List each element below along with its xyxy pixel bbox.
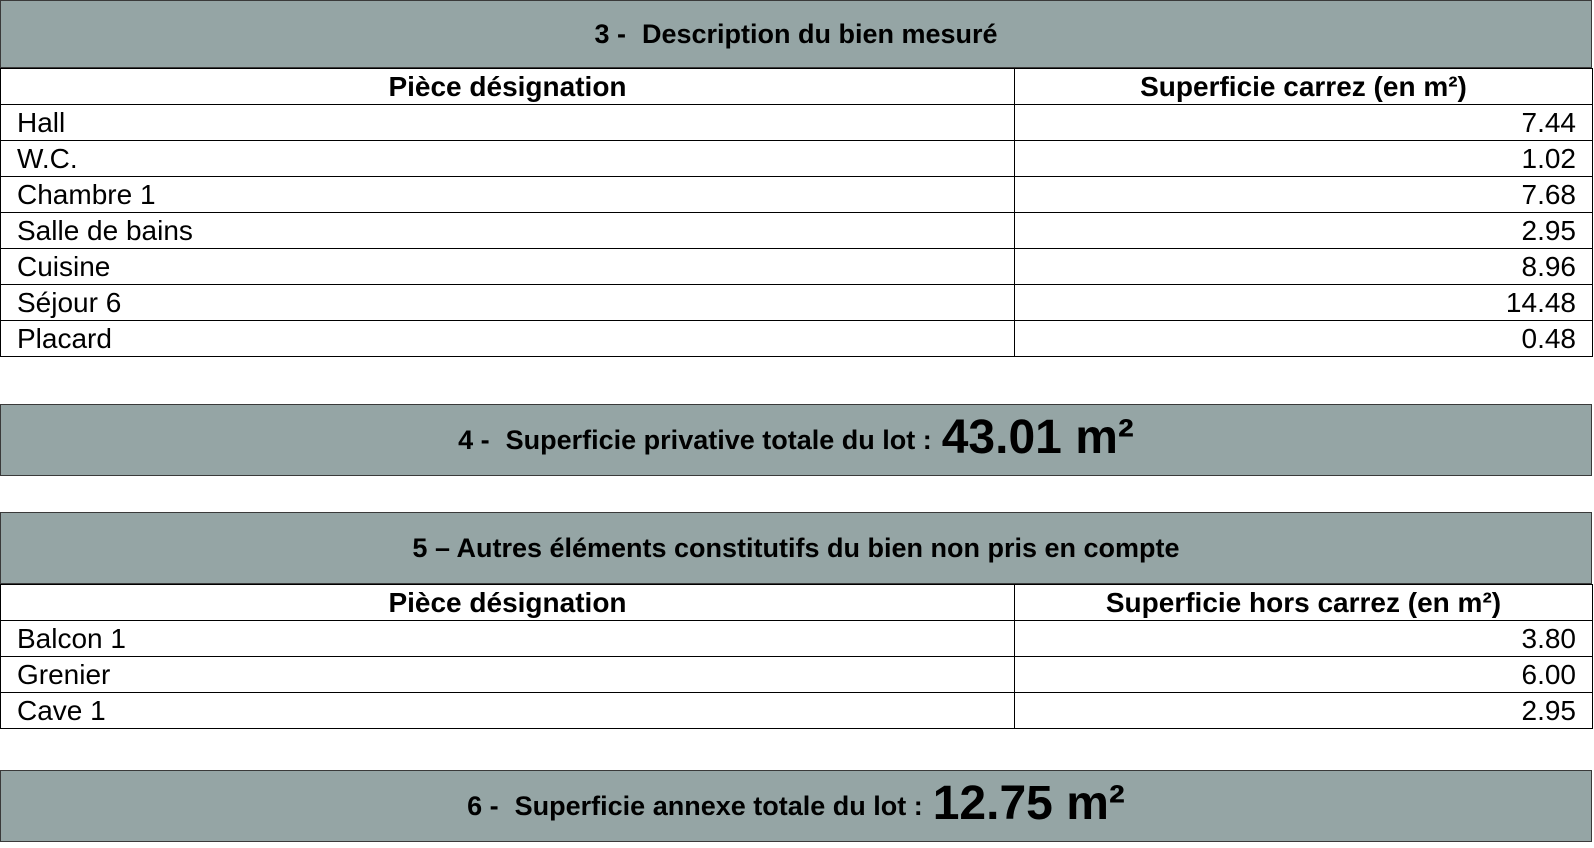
section-3-number: 3 - <box>594 18 626 49</box>
section-6-total-banner <box>0 770 1592 842</box>
room-name: Chambre 1 <box>1 177 1015 213</box>
table-row <box>1 693 1593 729</box>
table-row <box>1 249 1593 285</box>
section-5-header <box>0 512 1592 584</box>
hors-carrez-table <box>0 584 1593 729</box>
section-5-title: 5 – Autres éléments constitutifs du bien non pris en compte <box>412 532 1180 563</box>
room-area: 3.80 <box>1015 621 1593 657</box>
table-row <box>1 285 1593 321</box>
room-area: 6.00 <box>1015 657 1593 693</box>
room-name: Salle de bains <box>1 213 1015 249</box>
section-6-number: 6 - <box>467 790 499 821</box>
table-row <box>1 657 1593 693</box>
column-header-room: Pièce désignation <box>1 585 1015 621</box>
room-name: Hall <box>1 105 1015 141</box>
room-name: Placard <box>1 321 1015 357</box>
table-row <box>1 621 1593 657</box>
table-row <box>1 177 1593 213</box>
column-header-area: Superficie carrez (en m²) <box>1015 69 1593 105</box>
room-name: Cuisine <box>1 249 1015 285</box>
room-area: 7.44 <box>1015 105 1593 141</box>
room-name: W.C. <box>1 141 1015 177</box>
room-area: 14.48 <box>1015 285 1593 321</box>
section-6-label: Superficie annexe totale du lot : <box>514 790 923 821</box>
table-row <box>1 141 1593 177</box>
column-header-area: Superficie hors carrez (en m²) <box>1015 585 1593 621</box>
private-area-total: 43.01 m² <box>941 410 1134 464</box>
room-name: Grenier <box>1 657 1015 693</box>
room-area: 2.95 <box>1015 213 1593 249</box>
table-row <box>1 213 1593 249</box>
carrez-table <box>0 68 1593 357</box>
table-header-row <box>1 69 1593 105</box>
room-name: Balcon 1 <box>1 621 1015 657</box>
room-name: Séjour 6 <box>1 285 1015 321</box>
section-3-title: Description du bien mesuré <box>641 18 998 49</box>
section-4-total-banner <box>0 404 1592 476</box>
section-4-label: Superficie privative totale du lot : <box>505 424 932 455</box>
table-header-row <box>1 585 1593 621</box>
section-3-header <box>0 0 1592 68</box>
room-area: 2.95 <box>1015 693 1593 729</box>
section-4-number: 4 - <box>458 424 490 455</box>
room-area: 7.68 <box>1015 177 1593 213</box>
table-row <box>1 321 1593 357</box>
room-area: 1.02 <box>1015 141 1593 177</box>
room-area: 8.96 <box>1015 249 1593 285</box>
column-header-room: Pièce désignation <box>1 69 1015 105</box>
room-name: Cave 1 <box>1 693 1015 729</box>
room-area: 0.48 <box>1015 321 1593 357</box>
table-row <box>1 105 1593 141</box>
annex-area-total: 12.75 m² <box>932 776 1125 830</box>
